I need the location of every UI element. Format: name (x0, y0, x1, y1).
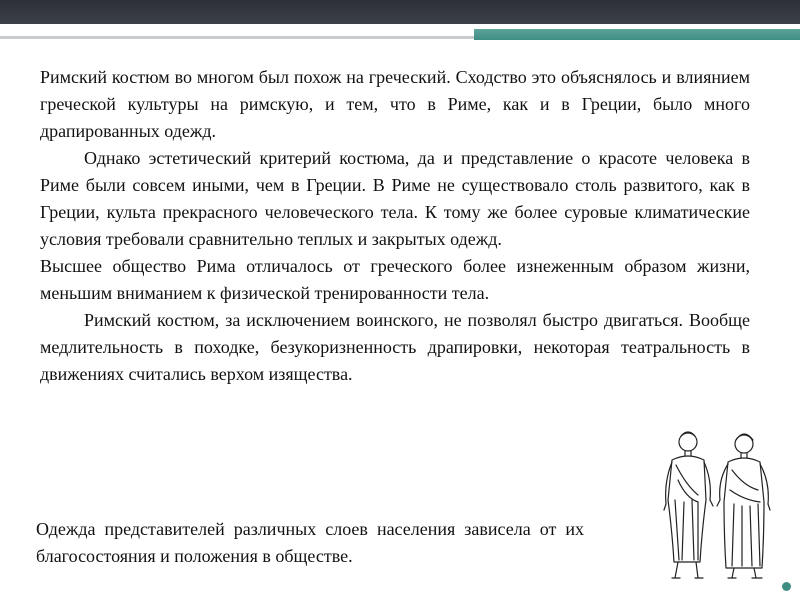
slide-accent-block (474, 29, 800, 40)
slide-top-bar (0, 0, 800, 24)
slide-body-text (40, 64, 750, 388)
slide-corner-dot (782, 582, 791, 591)
roman-costume-illustration (648, 420, 788, 585)
paragraph-2: Однако эстетический критерий костюма, да и представление о красоте человека в Риме были совсем иными, чем в Греции. В Риме не существовало столь развитого, как в Греции, культа прекрасного человеческого тела. К тому же более суровые климатические условия требовали сравнительно теплых и закрытых одежд. (40, 148, 750, 249)
slide-caption: Одежда представителей различных слоев населения зависела от их благосостояния и положения в обществе. (36, 519, 584, 566)
paragraph-1: Римский костюм во многом был похож на греческий. Сходство это объяснялось и влиянием греческой культуры на римскую, и тем, что в Риме, как и в Греции, было много драпированных одежд. (40, 67, 750, 141)
paragraph-4: Римский костюм, за исключением воинского, не позволял быстро двигаться. Вообще медлительность в походке, безукоризненность драпировки, некоторая театральность в движениях считались верхом изящества. (40, 310, 750, 384)
paragraph-3: Высшее общество Рима отличалось от греческого более изнеженным образом жизни, меньшим вниманием к физической тренированности тела. (40, 256, 750, 303)
